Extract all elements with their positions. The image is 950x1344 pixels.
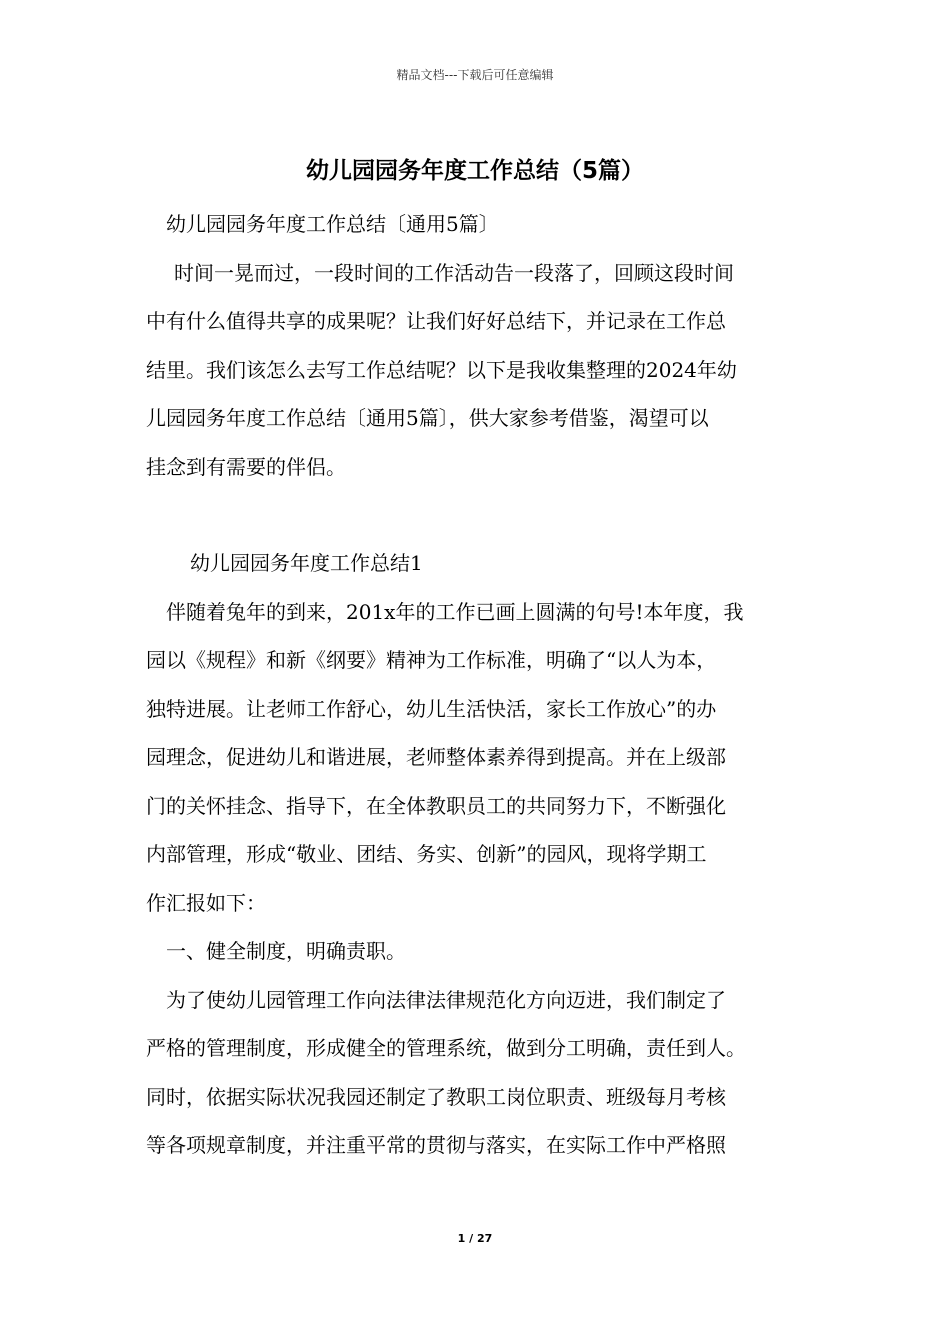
header-note: 精品文档---下载后可任意编辑 (396, 68, 554, 82)
intro-line: 时间一晃而过，一段时间的工作活动告一段落了，回顾这段时间 (174, 260, 734, 285)
item-line: 为了使幼儿园管理工作向法律法律规范化方向迈进，我们制定了 (166, 987, 726, 1012)
intro-line: 儿园园务年度工作总结〔通用5篇〕，供大家参考借鉴，渴望可以 (146, 406, 709, 430)
paragraph-gap (146, 491, 836, 539)
section-heading: 幼儿园园务年度工作总结1 (190, 551, 423, 575)
item-line: 严格的管理制度，形成健全的管理系统，做到分工明确，责任到人。 (146, 1036, 746, 1060)
section-line: 独特进展。让老师工作舒心，幼儿生活快活，家长工作放心”的办 (146, 696, 717, 721)
document-title: 幼儿园园务年度工作总结（5篇） (305, 158, 644, 184)
section-line: 门的关怀挂念、指导下，在全体教职员工的共同努力下，不断强化 (146, 793, 726, 818)
intro-line: 中有什么值得共享的成果呢？让我们好好总结下，并记录在工作总 (146, 309, 726, 333)
section-line: 园以《规程》和新《纲要》精神为工作标准，明确了“以人为本， (146, 648, 717, 672)
document-body (146, 200, 836, 1170)
section-line: 内部管理，形成“敬业、团结、务实、创新”的园风，现将学期工 (146, 842, 707, 866)
item-line: 等各项规章制度，并注重平常的贯彻与落实，在实际工作中严格照 (146, 1133, 726, 1157)
section-line: 伴随着兔年的到来，201x年的工作已画上圆满的句号!本年度，我 (166, 599, 744, 624)
intro-line: 挂念到有需要的伴侣。 (146, 454, 346, 479)
page-number: 1 / 27 (457, 1232, 493, 1245)
subtitle: 幼儿园园务年度工作总结〔通用5篇〕 (166, 212, 499, 236)
item-heading: 一、健全制度，明确责职。 (166, 939, 406, 963)
section-line: 园理念，促进幼儿和谐进展，老师整体素养得到提高。并在上级部 (146, 745, 726, 769)
section-line: 作汇报如下： (146, 890, 266, 915)
intro-line: 结里。我们该怎么去写工作总结呢？以下是我收集整理的2024年幼 (146, 357, 737, 382)
item-line: 同时，依据实际状况我园还制定了教职工岗位职责、班级每月考核 (146, 1084, 726, 1109)
